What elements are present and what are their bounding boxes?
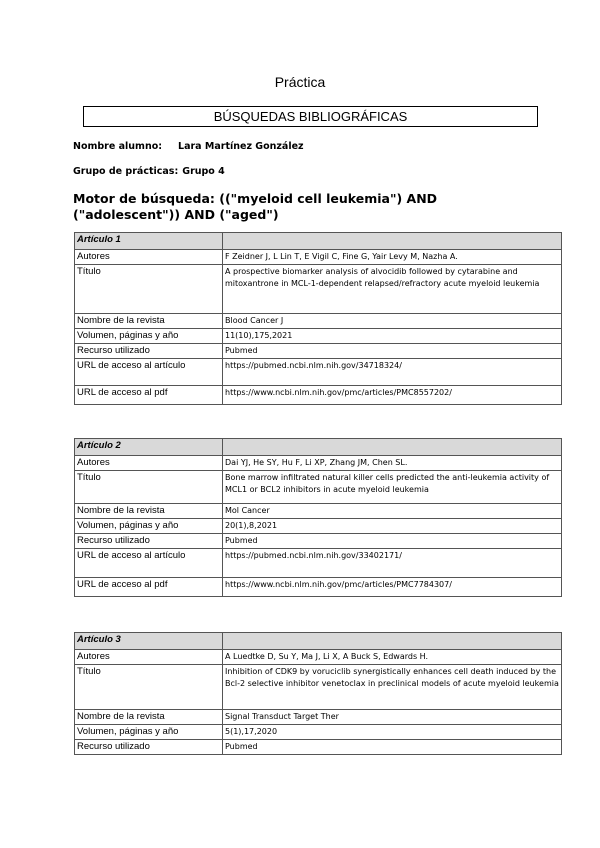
field-label: Volumen, páginas y año xyxy=(75,329,223,344)
journal-value: Blood Cancer J xyxy=(223,314,562,329)
article-heading: Artículo 3 xyxy=(75,633,223,650)
article-url[interactable]: https://pubmed.ncbi.nlm.nih.gov/34718324/ xyxy=(223,359,562,386)
group-line xyxy=(73,166,225,177)
article-heading: Artículo 1 xyxy=(75,233,223,250)
field-label: Recurso utilizado xyxy=(75,534,223,549)
resource-value: Pubmed xyxy=(223,344,562,359)
field-label: URL de acceso al pdf xyxy=(75,386,223,405)
resource-value: Pubmed xyxy=(223,534,562,549)
field-label: Recurso utilizado xyxy=(75,344,223,359)
group-value: Grupo 4 xyxy=(182,166,225,177)
field-label: Volumen, páginas y año xyxy=(75,519,223,534)
student-name: Lara Martínez González xyxy=(178,141,304,152)
field-label: Nombre de la revista xyxy=(75,314,223,329)
resource-value: Pubmed xyxy=(223,740,562,755)
authors-value: F Zeidner J, L Lin T, E Vigil C, Fine G, Yair Levy M, Nazha A. xyxy=(223,250,562,265)
journal-value: Mol Cancer xyxy=(223,504,562,519)
field-label: Autores xyxy=(75,250,223,265)
field-label: Autores xyxy=(75,456,223,471)
volume-value: 20(1),8,2021 xyxy=(223,519,562,534)
article-heading-blank xyxy=(223,233,562,250)
field-label: Nombre de la revista xyxy=(75,710,223,725)
pdf-url[interactable]: https://www.ncbi.nlm.nih.gov/pmc/articles/PMC7784307/ xyxy=(223,578,562,597)
field-label: Volumen, páginas y año xyxy=(75,725,223,740)
article-url[interactable]: https://pubmed.ncbi.nlm.nih.gov/33402171/ xyxy=(223,549,562,578)
field-label: Título xyxy=(75,265,223,314)
page-header: Práctica xyxy=(274,74,326,90)
article-table-3 xyxy=(74,632,562,755)
student-line xyxy=(73,141,304,152)
field-label: Nombre de la revista xyxy=(75,504,223,519)
article-heading-blank xyxy=(223,633,562,650)
journal-value: Signal Transduct Target Ther xyxy=(223,710,562,725)
article-heading-blank xyxy=(223,439,562,456)
field-label: URL de acceso al pdf xyxy=(75,578,223,597)
field-label: URL de acceso al artículo xyxy=(75,359,223,386)
volume-value: 11(10),175,2021 xyxy=(223,329,562,344)
student-label: Nombre alumno: xyxy=(73,141,163,152)
field-label: Título xyxy=(75,665,223,710)
article-table-2 xyxy=(74,438,562,597)
title-value: Inhibition of CDK9 by voruciclib synergistically enhances cell death induced by the Bcl-2 selective inhibitor venetoclax in preclinical models of acute myeloid leukemia xyxy=(223,665,562,710)
authors-value: A Luedtke D, Su Y, Ma J, Li X, A Buck S, Edwards H. xyxy=(223,650,562,665)
search-query: Motor de búsqueda: (("myeloid cell leukemia") AND ("adolescent")) AND ("aged") xyxy=(73,191,438,222)
article-heading: Artículo 2 xyxy=(75,439,223,456)
volume-value: 5(1),17,2020 xyxy=(223,725,562,740)
document-title: BÚSQUEDAS BIBLIOGRÁFICAS xyxy=(83,106,538,127)
pdf-url[interactable]: https://www.ncbi.nlm.nih.gov/pmc/articles/PMC8557202/ xyxy=(223,386,562,405)
authors-value: Dai YJ, He SY, Hu F, Li XP, Zhang JM, Chen SL. xyxy=(223,456,562,471)
article-table-1 xyxy=(74,232,562,405)
field-label: URL de acceso al artículo xyxy=(75,549,223,578)
title-value: A prospective biomarker analysis of alvocidib followed by cytarabine and mitoxantrone in MCL-1-dependent relapsed/refractory acute myeloid leukemia xyxy=(223,265,562,314)
field-label: Autores xyxy=(75,650,223,665)
title-value: Bone marrow infiltrated natural killer cells predicted the anti-leukemia activity of MCL1 or BCL2 inhibitors in acute myeloid leukemia xyxy=(223,471,562,504)
field-label: Título xyxy=(75,471,223,504)
group-label: Grupo de prácticas: xyxy=(73,166,179,177)
field-label: Recurso utilizado xyxy=(75,740,223,755)
